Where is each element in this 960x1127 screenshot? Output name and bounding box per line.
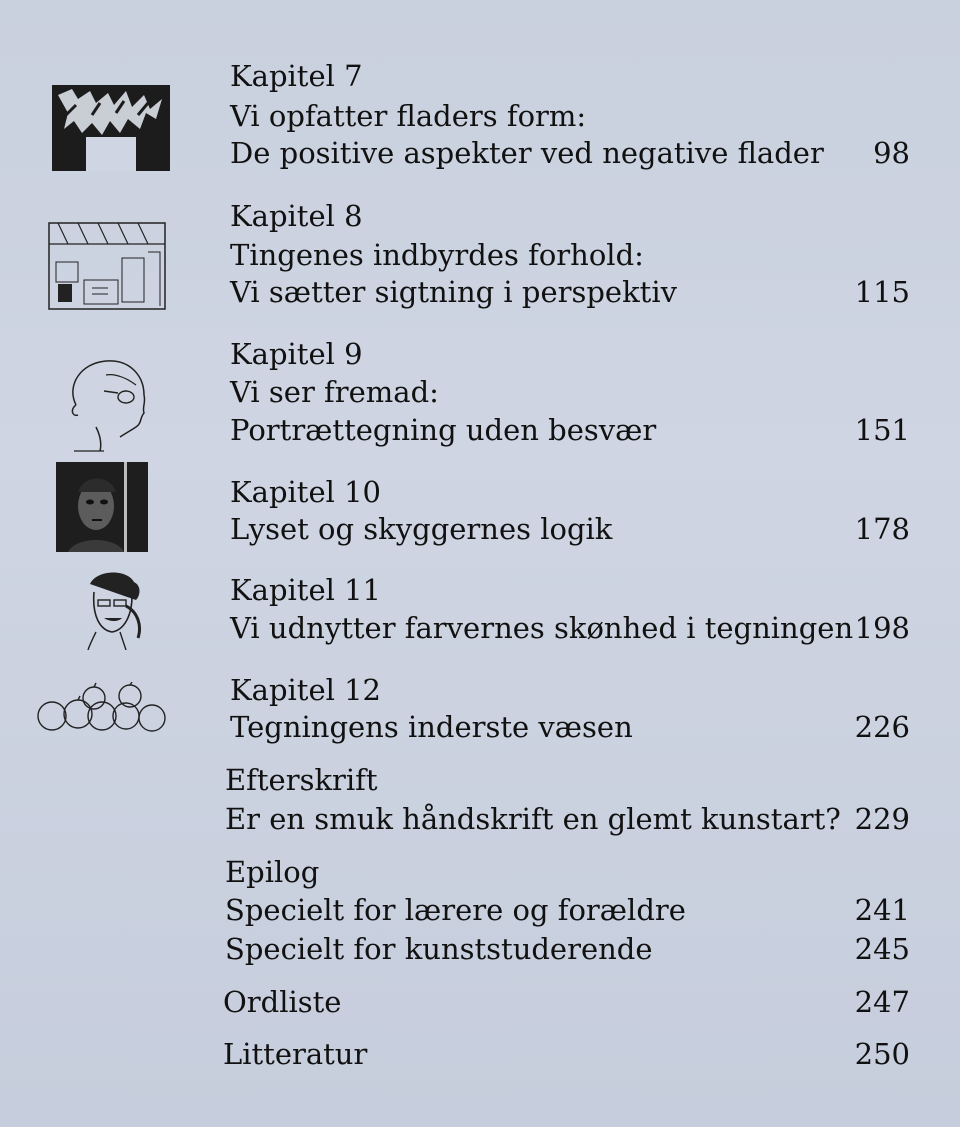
toc-label: Ordliste xyxy=(223,985,342,1019)
toc-page-number: 98 xyxy=(873,136,910,170)
toc-line xyxy=(0,1034,960,1074)
toc-page-number: 226 xyxy=(854,710,910,744)
toc-line xyxy=(0,56,960,96)
toc-page-number: 115 xyxy=(854,275,910,309)
toc-label: Specielt for kunststuderende xyxy=(225,932,653,966)
toc-label: De positive aspekter ved negative flader xyxy=(230,136,824,170)
toc-page-number: 198 xyxy=(854,611,910,645)
toc-label: Vi sætter sigtning i perspektiv xyxy=(230,275,677,309)
toc-label: Portrættegning uden besvær xyxy=(230,413,657,447)
toc-page-number: 245 xyxy=(854,932,910,966)
toc-line xyxy=(0,670,960,710)
toc-label: Tingenes indbyrdes forhold: xyxy=(230,238,644,272)
toc-line xyxy=(0,852,960,892)
toc-page-number: 229 xyxy=(854,802,910,836)
toc-line xyxy=(0,799,960,839)
toc-page-number: 247 xyxy=(854,985,910,1019)
toc-line xyxy=(0,133,960,173)
toc-label: Efterskrift xyxy=(225,763,378,797)
toc-line xyxy=(0,334,960,374)
toc-line xyxy=(0,96,960,136)
toc-label: Specielt for lærere og forældre xyxy=(225,893,686,927)
toc-page-number: 250 xyxy=(854,1037,910,1071)
toc-label: Vi opfatter fladers form: xyxy=(230,99,587,133)
toc-line xyxy=(0,509,960,549)
toc-line xyxy=(0,982,960,1022)
toc-line xyxy=(0,235,960,275)
toc-page-number: 178 xyxy=(854,512,910,546)
toc-label: Kapitel 10 xyxy=(230,475,382,509)
toc-label: Er en smuk håndskrift en glemt kunstart? xyxy=(225,802,841,836)
toc-line xyxy=(0,472,960,512)
toc-line xyxy=(0,196,960,236)
toc-label: Litteratur xyxy=(223,1037,368,1071)
toc-page-number: 241 xyxy=(854,893,910,927)
toc-line xyxy=(0,890,960,930)
toc-label: Kapitel 7 xyxy=(230,59,363,93)
toc-line xyxy=(0,929,960,969)
toc-label: Lyset og skyggernes logik xyxy=(230,512,613,546)
toc-label: Kapitel 8 xyxy=(230,199,363,233)
toc-page-number: 151 xyxy=(854,413,910,447)
toc-line xyxy=(0,372,960,412)
toc-label: Kapitel 9 xyxy=(230,337,363,371)
toc-line xyxy=(0,272,960,312)
toc-label: Tegningens inderste væsen xyxy=(230,710,633,744)
toc-line xyxy=(0,570,960,610)
toc-line xyxy=(0,707,960,747)
toc-label: Kapitel 11 xyxy=(230,573,382,607)
toc-line xyxy=(0,760,960,800)
toc-label: Vi udnytter farvernes skønhed i tegningen xyxy=(230,611,854,645)
toc-label: Kapitel 12 xyxy=(230,673,382,707)
toc-label: Vi ser fremad: xyxy=(230,375,439,409)
toc-line xyxy=(0,608,960,648)
toc-label: Epilog xyxy=(225,855,320,889)
toc-line xyxy=(0,410,960,450)
